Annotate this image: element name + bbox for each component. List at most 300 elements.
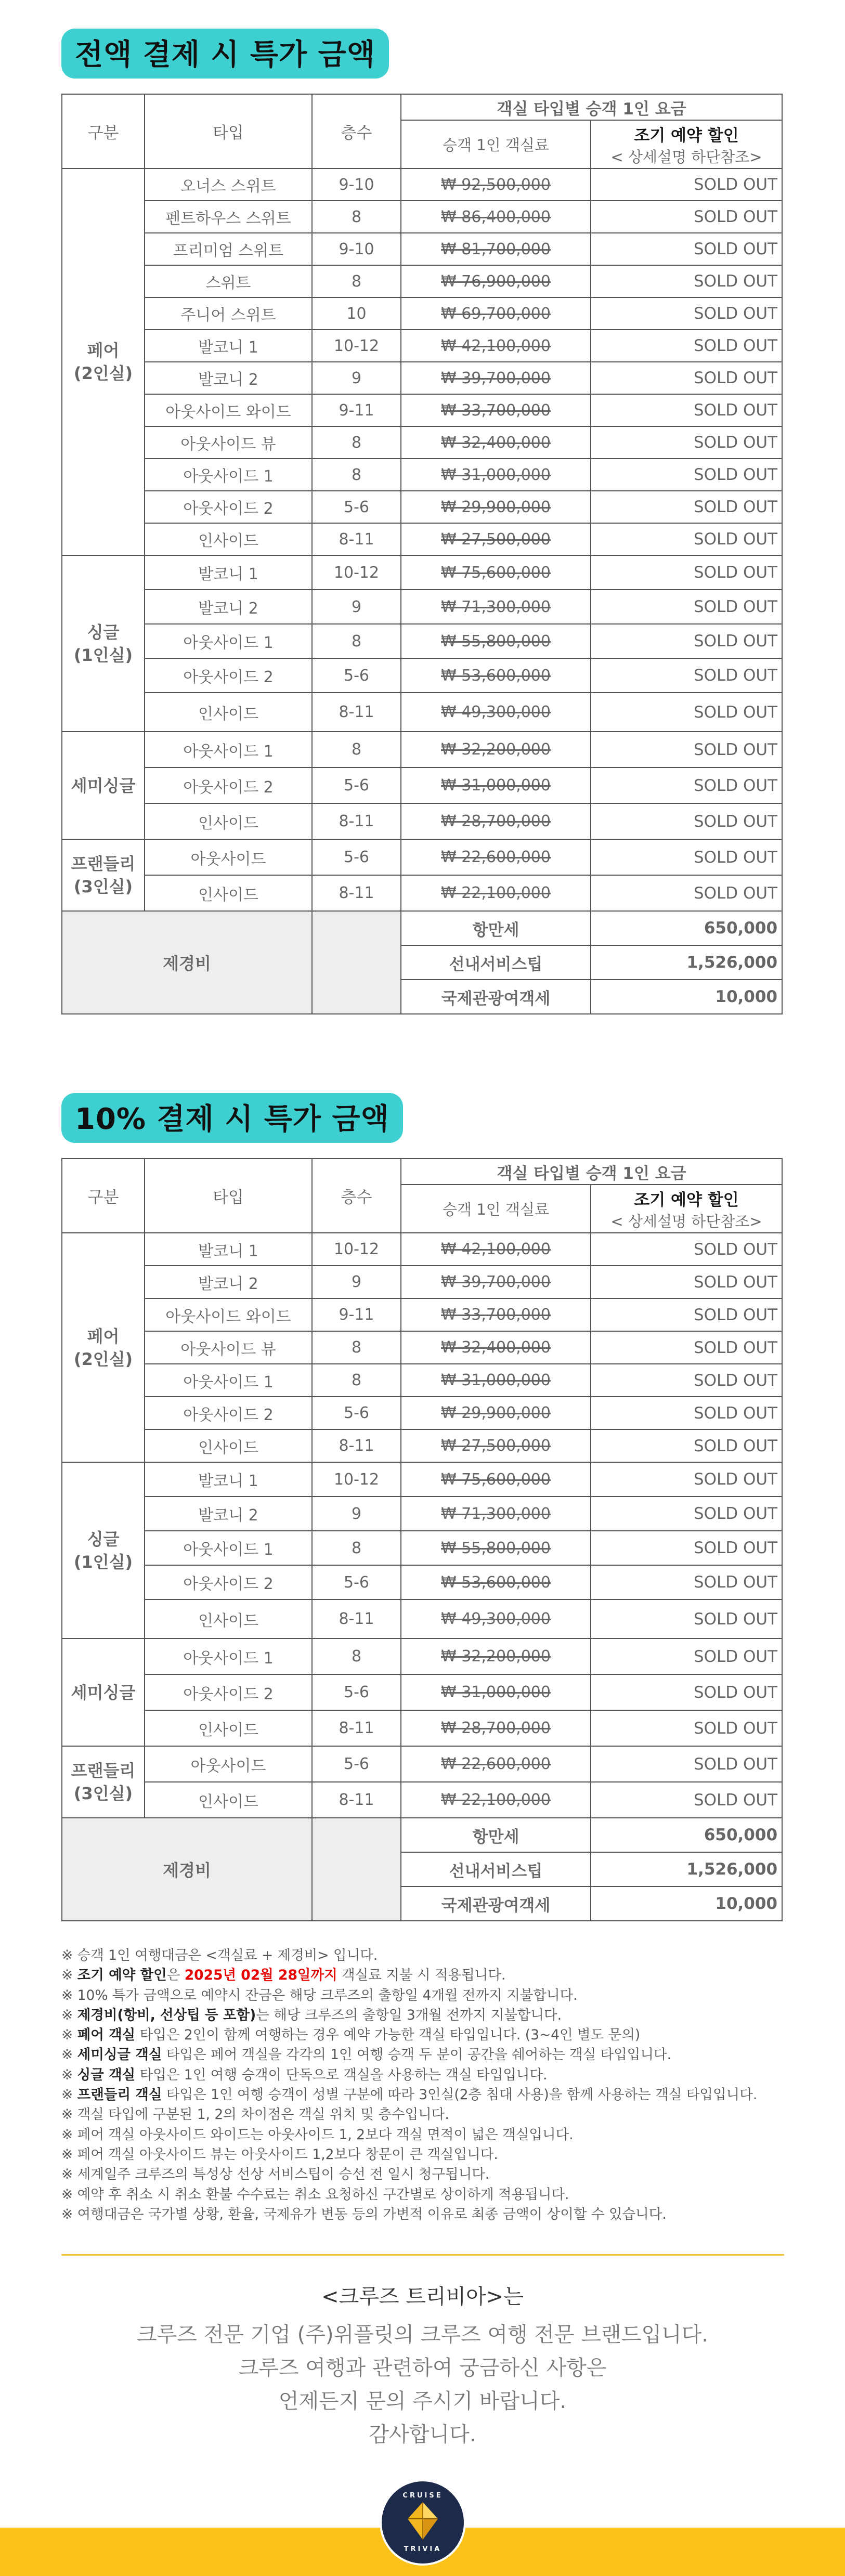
cabin-type: 아웃사이드 1 — [145, 1364, 312, 1397]
original-price: ₩ 53,600,000 — [401, 658, 591, 693]
note-text: 타입은 1인 여행 승객이 단독으로 객실을 사용하는 객실 타입입니다. — [135, 2066, 548, 2083]
cabin-floor: 8 — [312, 459, 401, 491]
cabin-floor: 8 — [312, 426, 401, 459]
cabin-type: 아웃사이드 1 — [145, 1638, 312, 1674]
table-row — [62, 767, 782, 803]
full-payment-section — [61, 29, 782, 1008]
group-occupancy: (3인실) — [73, 1784, 133, 1803]
original-price: ₩ 39,700,000 — [401, 362, 591, 394]
group-name: 페어 — [87, 1326, 120, 1346]
original-price: ₩ 53,600,000 — [401, 1565, 591, 1599]
note-text: ※ — [61, 1967, 77, 1984]
sold-out-badge: SOLD OUT — [591, 491, 782, 523]
table-row — [62, 297, 782, 330]
original-price: ₩ 27,500,000 — [401, 523, 591, 555]
note-line — [61, 1946, 789, 1966]
sold-out-badge: SOLD OUT — [591, 875, 782, 911]
cabin-floor: 5-6 — [312, 839, 401, 875]
ten-percent-fare-table — [61, 1158, 783, 1921]
cabin-type: 아웃사이드 2 — [145, 1674, 312, 1710]
original-price: ₩ 31,000,000 — [401, 767, 591, 803]
sold-out-badge: SOLD OUT — [591, 1710, 782, 1746]
fee-label: 제경비 — [62, 911, 312, 1014]
outro-line-4: 감사합니다. — [369, 2423, 476, 2447]
note-text: ※ — [61, 2007, 77, 2023]
group-occupancy: (2인실) — [73, 1349, 133, 1369]
table-row — [62, 1531, 782, 1565]
notes-list — [61, 1946, 789, 2224]
sold-out-badge: SOLD OUT — [591, 839, 782, 875]
cabin-floor: 5-6 — [312, 491, 401, 523]
table-row — [62, 1397, 782, 1429]
header-type: 타입 — [145, 1159, 312, 1233]
table-row — [62, 394, 782, 426]
cabin-floor: 10-12 — [312, 1233, 401, 1266]
note-line — [61, 1986, 789, 2006]
original-price: ₩ 92,500,000 — [401, 168, 591, 201]
sold-out-badge: SOLD OUT — [591, 426, 782, 459]
cabin-floor: 8-11 — [312, 1599, 401, 1638]
sold-out-badge: SOLD OUT — [591, 1497, 782, 1531]
table-row — [62, 555, 782, 590]
cabin-floor: 8-11 — [312, 693, 401, 732]
table-row — [62, 624, 782, 658]
cabin-floor: 8-11 — [312, 1429, 401, 1462]
original-price: ₩ 27,500,000 — [401, 1429, 591, 1462]
header-early-booking — [591, 1185, 782, 1233]
cabin-type: 발코니 2 — [145, 1266, 312, 1298]
table-row — [62, 732, 782, 767]
cabin-floor: 8 — [312, 624, 401, 658]
sold-out-badge: SOLD OUT — [591, 265, 782, 297]
group-name: 싱글 — [87, 622, 120, 642]
sold-out-badge: SOLD OUT — [591, 168, 782, 201]
ten-percent-section — [61, 1093, 782, 1915]
table-row — [62, 1638, 782, 1674]
note-text: ※ 페어 객실 아웃사이드 뷰는 아웃사이드 1,2보다 창문이 큰 객실입니다. — [61, 2146, 498, 2163]
sold-out-badge: SOLD OUT — [591, 658, 782, 693]
sold-out-badge: SOLD OUT — [591, 1565, 782, 1599]
note-line — [61, 2105, 789, 2125]
original-price: ₩ 76,900,000 — [401, 265, 591, 297]
sold-out-badge: SOLD OUT — [591, 362, 782, 394]
cabin-floor: 9 — [312, 1266, 401, 1298]
group-name: 페어 — [87, 341, 120, 360]
original-price: ₩ 75,600,000 — [401, 555, 591, 590]
original-price: ₩ 33,700,000 — [401, 394, 591, 426]
note-text: ※ 객실 타입에 구분된 1, 2의 차이점은 객실 위치 및 층수입니다. — [61, 2106, 449, 2123]
sold-out-badge: SOLD OUT — [591, 555, 782, 590]
sold-out-badge: SOLD OUT — [591, 1364, 782, 1397]
cabin-type: 아웃사이드 뷰 — [145, 426, 312, 459]
group-cell — [62, 1233, 145, 1462]
table-row — [62, 590, 782, 624]
note-line — [61, 2165, 789, 2184]
cabin-type: 아웃사이드 2 — [145, 1397, 312, 1429]
cabin-floor: 8 — [312, 1638, 401, 1674]
table-row — [62, 1364, 782, 1397]
cabin-type: 발코니 1 — [145, 1233, 312, 1266]
table-row — [62, 233, 782, 265]
sold-out-badge: SOLD OUT — [591, 1397, 782, 1429]
table-row — [62, 168, 782, 201]
sold-out-badge: SOLD OUT — [591, 201, 782, 233]
logo-text-top: CRUISE — [402, 2492, 443, 2500]
note-line — [61, 1966, 789, 1985]
header-floor: 층수 — [312, 94, 401, 168]
note-text: ※ 승객 1인 여행대금은 <객실료 + 제경비> 입니다. — [61, 1947, 378, 1963]
header-early-booking — [591, 120, 782, 168]
note-emphasis: 프랜들리 객실 — [77, 2087, 162, 2103]
table-row — [62, 803, 782, 839]
cabin-floor: 8-11 — [312, 1782, 401, 1818]
cabin-floor: 9 — [312, 362, 401, 394]
group-name: 프랜들리 — [71, 1761, 136, 1780]
outro-line-3: 언제든지 문의 주시기 바랍니다. — [278, 2389, 567, 2413]
full-payment-fare-table — [61, 94, 783, 1014]
cabin-floor: 8 — [312, 732, 401, 767]
cabin-type: 스위트 — [145, 265, 312, 297]
group-occupancy: (1인실) — [73, 645, 133, 665]
note-line — [61, 2065, 789, 2085]
sold-out-badge: SOLD OUT — [591, 330, 782, 362]
group-cell — [62, 555, 145, 732]
original-price: ₩ 22,600,000 — [401, 839, 591, 875]
cabin-floor: 8-11 — [312, 1710, 401, 1746]
early-booking-label: 조기 예약 할인 — [634, 126, 739, 145]
note-text: 타입은 페어 객실을 각각의 1인 여행 승객 두 분이 공간을 쉐어하는 객실 타입입니다. — [162, 2047, 672, 2063]
group-name: 세미싱글 — [71, 775, 136, 796]
cabin-floor: 8 — [312, 1531, 401, 1565]
sold-out-badge: SOLD OUT — [591, 1233, 782, 1266]
fee-row — [62, 1818, 782, 1852]
cabin-floor: 8-11 — [312, 523, 401, 555]
cabin-floor: 5-6 — [312, 1674, 401, 1710]
header-floor: 층수 — [312, 1159, 401, 1233]
note-line — [61, 2085, 789, 2105]
note-line — [61, 2045, 789, 2065]
cabin-type: 발코니 1 — [145, 555, 312, 590]
cabin-type: 인사이드 — [145, 803, 312, 839]
sold-out-badge: SOLD OUT — [591, 394, 782, 426]
group-cell — [62, 168, 145, 555]
original-price: ₩ 31,000,000 — [401, 459, 591, 491]
cabin-floor: 8 — [312, 201, 401, 233]
fee-value: 10,000 — [591, 1887, 782, 1921]
fee-label: 제경비 — [62, 1818, 312, 1921]
cabin-type: 아웃사이드 와이드 — [145, 1298, 312, 1331]
table-row — [62, 1746, 782, 1782]
note-line — [61, 2145, 789, 2165]
original-price: ₩ 42,100,000 — [401, 330, 591, 362]
sold-out-badge: SOLD OUT — [591, 1531, 782, 1565]
original-price: ₩ 32,200,000 — [401, 732, 591, 767]
cabin-type: 아웃사이드 2 — [145, 658, 312, 693]
cabin-floor: 5-6 — [312, 1397, 401, 1429]
note-text: ※ — [61, 2066, 77, 2083]
cabin-floor: 10 — [312, 297, 401, 330]
cabin-floor: 8-11 — [312, 803, 401, 839]
table-row — [62, 1331, 782, 1364]
sold-out-badge: SOLD OUT — [591, 523, 782, 555]
cabin-floor: 5-6 — [312, 1746, 401, 1782]
table-row — [62, 1565, 782, 1599]
group-occupancy: (1인실) — [73, 1552, 133, 1572]
note-text: 타입은 1인 여행 승객이 성별 구분에 따라 3인실(2층 침대 사용)을 함께 사용하는 객실 타입입니다. — [162, 2087, 758, 2103]
note-text: 타입은 2인이 함께 여행하는 경우 예약 가능한 객실 타입입니다. (3~4인 별도 문의) — [135, 2027, 641, 2044]
cabin-floor: 5-6 — [312, 1565, 401, 1599]
sold-out-badge: SOLD OUT — [591, 1462, 782, 1497]
cabin-floor: 10-12 — [312, 1462, 401, 1497]
outro-line-2: 크루즈 여행과 관련하여 궁금하신 사항은 — [238, 2356, 607, 2380]
table-row — [62, 693, 782, 732]
table-row — [62, 1298, 782, 1331]
fee-blank-cell — [312, 1818, 401, 1921]
cabin-type: 인사이드 — [145, 1429, 312, 1462]
table-row — [62, 265, 782, 297]
sold-out-badge: SOLD OUT — [591, 624, 782, 658]
header-category: 구분 — [62, 94, 145, 168]
original-price: ₩ 42,100,000 — [401, 1233, 591, 1266]
cabin-floor: 9-10 — [312, 168, 401, 201]
early-booking-sub: < 상세설명 하단참조> — [610, 1212, 762, 1230]
note-text: 은 — [166, 1967, 185, 1984]
fee-name: 항만세 — [401, 1818, 591, 1852]
sold-out-badge: SOLD OUT — [591, 1599, 782, 1638]
table-row — [62, 1599, 782, 1638]
group-cell — [62, 1746, 145, 1818]
fee-value: 10,000 — [591, 980, 782, 1014]
fee-value: 650,000 — [591, 1818, 782, 1852]
table-row — [62, 1710, 782, 1746]
fee-value: 1,526,000 — [591, 945, 782, 980]
table-row — [62, 658, 782, 693]
table-row — [62, 839, 782, 875]
cabin-type: 발코니 2 — [145, 362, 312, 394]
note-text: ※ — [61, 2087, 77, 2103]
original-price: ₩ 29,900,000 — [401, 491, 591, 523]
original-price: ₩ 75,600,000 — [401, 1462, 591, 1497]
group-name: 프랜들리 — [71, 854, 136, 874]
original-price: ₩ 29,900,000 — [401, 1397, 591, 1429]
outro-title: <크루즈 트리비아>는 — [321, 2285, 524, 2309]
note-text: 객실료 지불 시 적용됩니다. — [337, 1967, 506, 1984]
cruise-trivia-logo — [380, 2479, 466, 2566]
original-price: ₩ 81,700,000 — [401, 233, 591, 265]
original-price: ₩ 49,300,000 — [401, 1599, 591, 1638]
table-row — [62, 201, 782, 233]
cabin-floor: 8 — [312, 265, 401, 297]
sold-out-badge: SOLD OUT — [591, 590, 782, 624]
group-cell — [62, 839, 145, 911]
header-fare-group: 객실 타입별 승객 1인 요금 — [401, 94, 782, 120]
deadline-highlight: 2025년 02월 28일까지 — [184, 1967, 337, 1984]
note-text: ※ — [61, 2027, 77, 2044]
original-price: ₩ 32,400,000 — [401, 1331, 591, 1364]
header-category: 구분 — [62, 1159, 145, 1233]
fee-name: 선내서비스팁 — [401, 945, 591, 980]
cabin-floor: 9 — [312, 1497, 401, 1531]
cabin-floor: 8 — [312, 1331, 401, 1364]
cabin-type: 인사이드 — [145, 875, 312, 911]
note-text: ※ 10% 특가 금액으로 예약시 잔금은 해당 크루즈의 출항일 4개월 전까지 지불합니다. — [61, 1987, 578, 2003]
early-booking-label: 조기 예약 할인 — [634, 1190, 739, 1209]
cabin-type: 주니어 스위트 — [145, 297, 312, 330]
table-row — [62, 459, 782, 491]
table-row — [62, 1266, 782, 1298]
table-row — [62, 330, 782, 362]
cabin-floor: 9-10 — [312, 233, 401, 265]
group-cell — [62, 1462, 145, 1638]
fee-value: 1,526,000 — [591, 1852, 782, 1887]
cabin-type: 오너스 스위트 — [145, 168, 312, 201]
note-emphasis: 세미싱글 객실 — [77, 2047, 162, 2063]
cabin-type: 인사이드 — [145, 693, 312, 732]
note-text: ※ — [61, 2047, 77, 2063]
note-emphasis: 조기 예약 할인 — [77, 1967, 167, 1984]
cabin-type: 아웃사이드 2 — [145, 1565, 312, 1599]
cabin-type: 아웃사이드 1 — [145, 624, 312, 658]
table-row — [62, 1233, 782, 1266]
original-price: ₩ 39,700,000 — [401, 1266, 591, 1298]
fee-blank-cell — [312, 911, 401, 1014]
original-price: ₩ 28,700,000 — [401, 803, 591, 839]
sold-out-badge: SOLD OUT — [591, 803, 782, 839]
original-price: ₩ 49,300,000 — [401, 693, 591, 732]
table-row — [62, 875, 782, 911]
outro-line-1: 크루즈 전문 기업 (주)위플릿의 크루즈 여행 전문 브랜드입니다. — [137, 2323, 708, 2347]
note-line — [61, 2125, 789, 2145]
cabin-type: 인사이드 — [145, 1710, 312, 1746]
cabin-floor: 5-6 — [312, 767, 401, 803]
fee-row — [62, 911, 782, 945]
note-text: ※ 페어 객실 아웃사이드 와이드는 아웃사이드 1, 2보다 객실 면적이 넓은 객실입니다. — [61, 2126, 574, 2143]
note-emphasis: 제경비(항비, 선상팁 등 포함) — [77, 2007, 256, 2023]
header-per-person: 승객 1인 객실료 — [401, 120, 591, 168]
cabin-type: 발코니 1 — [145, 330, 312, 362]
cabin-type: 프리미엄 스위트 — [145, 233, 312, 265]
cabin-type: 아웃사이드 1 — [145, 1531, 312, 1565]
table-row — [62, 1497, 782, 1531]
original-price: ₩ 32,200,000 — [401, 1638, 591, 1674]
table-row — [62, 1429, 782, 1462]
sold-out-badge: SOLD OUT — [591, 1638, 782, 1674]
note-text: ※ 예약 후 취소 시 취소 환불 수수료는 취소 요청하신 구간별로 상이하게 적용됩니다. — [61, 2186, 569, 2203]
cabin-type: 인사이드 — [145, 1599, 312, 1638]
header-type: 타입 — [145, 94, 312, 168]
cabin-type: 아웃사이드 1 — [145, 459, 312, 491]
fee-name: 국제관광여객세 — [401, 1887, 591, 1921]
table-row — [62, 491, 782, 523]
sold-out-badge: SOLD OUT — [591, 1782, 782, 1818]
sold-out-badge: SOLD OUT — [591, 732, 782, 767]
header-per-person: 승객 1인 객실료 — [401, 1185, 591, 1233]
cabin-type: 아웃사이드 — [145, 839, 312, 875]
cabin-floor: 9 — [312, 590, 401, 624]
original-price: ₩ 55,800,000 — [401, 624, 591, 658]
sold-out-badge: SOLD OUT — [591, 1674, 782, 1710]
cabin-floor: 8-11 — [312, 875, 401, 911]
cabin-type: 발코니 2 — [145, 1497, 312, 1531]
cabin-type: 아웃사이드 와이드 — [145, 394, 312, 426]
cabin-type: 아웃사이드 — [145, 1746, 312, 1782]
header-row — [62, 1159, 782, 1185]
note-line — [61, 2205, 789, 2224]
original-price: ₩ 28,700,000 — [401, 1710, 591, 1746]
original-price: ₩ 55,800,000 — [401, 1531, 591, 1565]
cabin-floor: 5-6 — [312, 658, 401, 693]
sold-out-badge: SOLD OUT — [591, 1331, 782, 1364]
note-text: ※ 여행대금은 국가별 상황, 환율, 국제유가 변동 등의 가변적 이유로 최종 금액이 상이할 수 있습니다. — [61, 2206, 667, 2222]
sold-out-badge: SOLD OUT — [591, 693, 782, 732]
sold-out-badge: SOLD OUT — [591, 459, 782, 491]
group-occupancy: (2인실) — [73, 363, 133, 383]
original-price: ₩ 22,100,000 — [401, 1782, 591, 1818]
cabin-type: 아웃사이드 뷰 — [145, 1331, 312, 1364]
cabin-type: 발코니 2 — [145, 590, 312, 624]
note-text: 는 해당 크루즈의 출항일 3개월 전까지 지불합니다. — [256, 2007, 562, 2023]
original-price: ₩ 31,000,000 — [401, 1674, 591, 1710]
note-text: ※ 세계일주 크루즈의 특성상 선상 서비스팁이 승선 전 일시 청구됩니다. — [61, 2166, 490, 2183]
group-occupancy: (3인실) — [73, 877, 133, 896]
sold-out-badge: SOLD OUT — [591, 1429, 782, 1462]
note-line — [61, 2006, 789, 2025]
sold-out-badge: SOLD OUT — [591, 1298, 782, 1331]
note-emphasis: 싱글 객실 — [77, 2066, 136, 2083]
original-price: ₩ 71,300,000 — [401, 590, 591, 624]
cabin-type: 펜트하우스 스위트 — [145, 201, 312, 233]
cabin-type: 아웃사이드 1 — [145, 732, 312, 767]
original-price: ₩ 22,100,000 — [401, 875, 591, 911]
cabin-floor: 8 — [312, 1364, 401, 1397]
fee-name: 선내서비스팁 — [401, 1852, 591, 1887]
cabin-type: 인사이드 — [145, 523, 312, 555]
table-row — [62, 426, 782, 459]
table-row — [62, 1782, 782, 1818]
cabin-floor: 9-11 — [312, 394, 401, 426]
note-emphasis: 페어 객실 — [77, 2027, 136, 2044]
logo-text-bottom: TRIVIA — [404, 2545, 442, 2553]
cabin-floor: 10-12 — [312, 330, 401, 362]
group-cell — [62, 1638, 145, 1746]
cabin-type: 아웃사이드 2 — [145, 767, 312, 803]
original-price: ₩ 31,000,000 — [401, 1364, 591, 1397]
original-price: ₩ 22,600,000 — [401, 1746, 591, 1782]
cabin-type: 인사이드 — [145, 1782, 312, 1818]
note-line — [61, 2185, 789, 2205]
cabin-floor: 10-12 — [312, 555, 401, 590]
group-name: 세미싱글 — [71, 1682, 136, 1702]
original-price: ₩ 32,400,000 — [401, 426, 591, 459]
header-row — [62, 94, 782, 120]
cabin-type: 발코니 1 — [145, 1462, 312, 1497]
header-fare-group: 객실 타입별 승객 1인 요금 — [401, 1159, 782, 1185]
original-price: ₩ 71,300,000 — [401, 1497, 591, 1531]
fee-name: 국제관광여객세 — [401, 980, 591, 1014]
sold-out-badge: SOLD OUT — [591, 233, 782, 265]
early-booking-sub: < 상세설명 하단참조> — [610, 148, 762, 166]
ten-percent-title: 10% 결제 시 특가 금액 — [61, 1093, 403, 1143]
table-row — [62, 1674, 782, 1710]
table-row — [62, 523, 782, 555]
fee-name: 항만세 — [401, 911, 591, 945]
original-price: ₩ 33,700,000 — [401, 1298, 591, 1331]
full-payment-title: 전액 결제 시 특가 금액 — [61, 29, 389, 79]
sold-out-badge: SOLD OUT — [591, 767, 782, 803]
note-line — [61, 2025, 789, 2045]
table-row — [62, 362, 782, 394]
cabin-floor: 9-11 — [312, 1298, 401, 1331]
